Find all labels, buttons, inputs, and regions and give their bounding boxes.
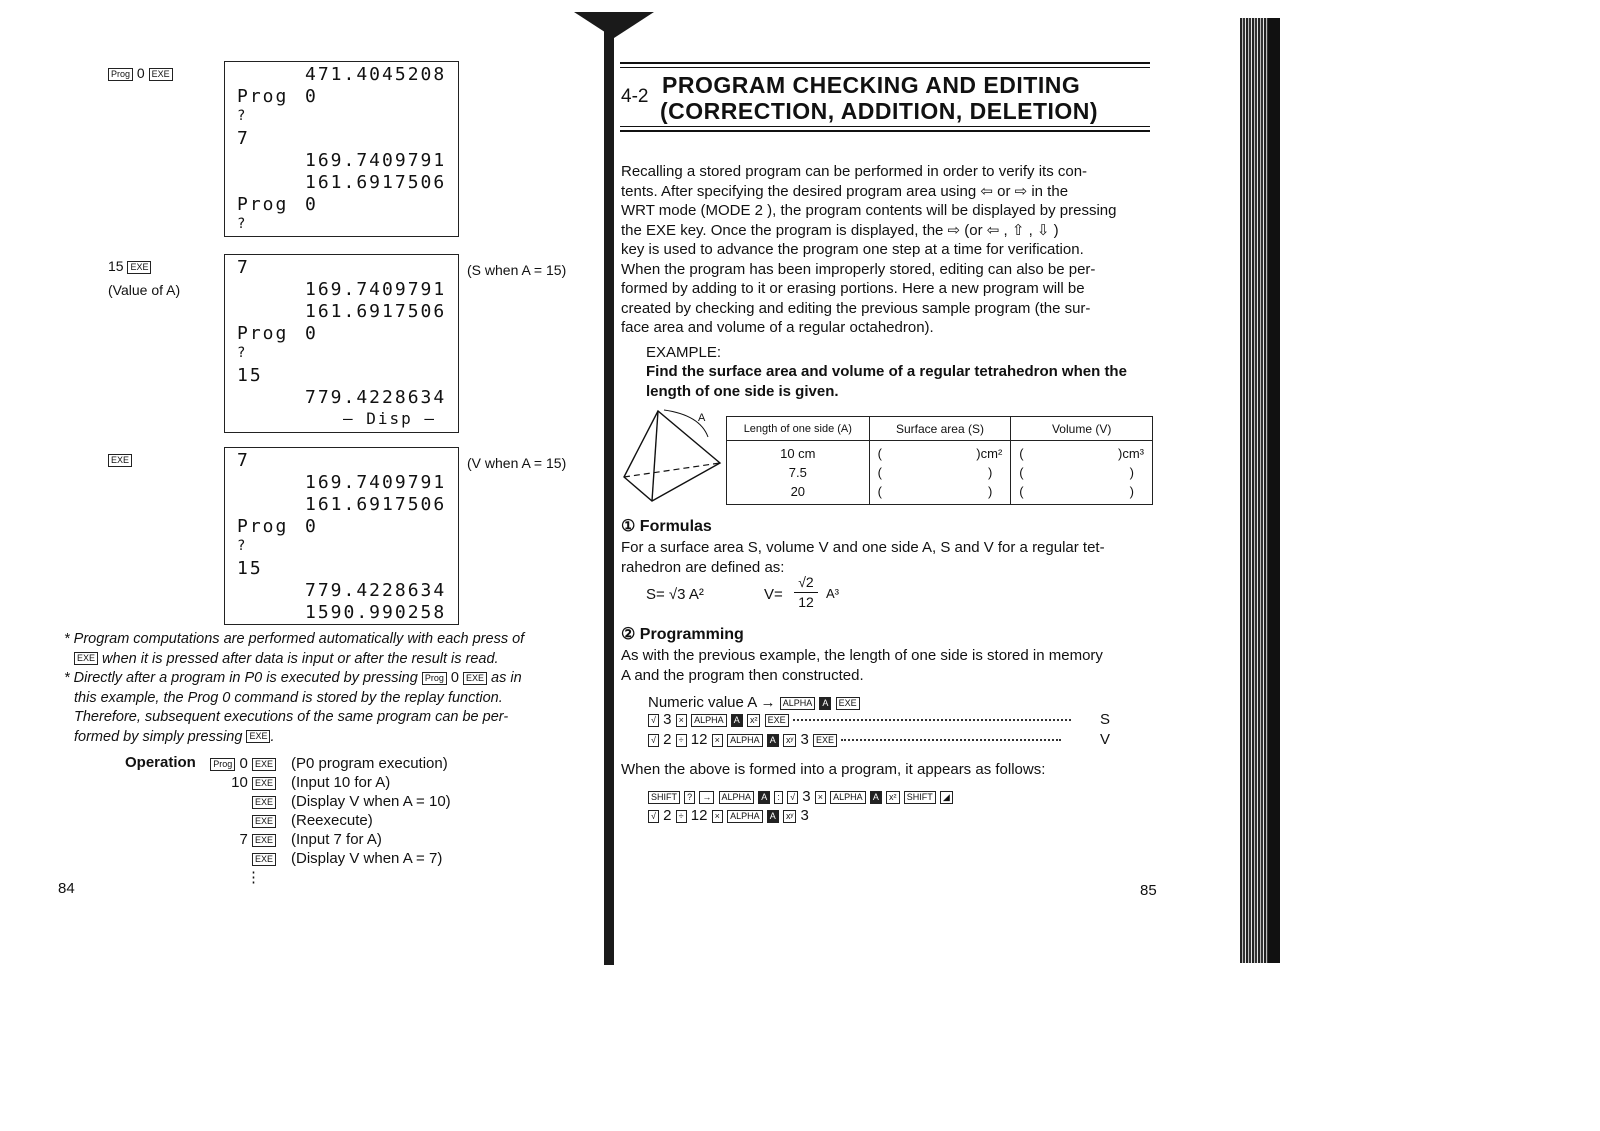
note-text: Therefore, subsequent executions of the same program can be per- — [74, 709, 509, 725]
formulas-line: rahedron are defined as: — [621, 558, 785, 576]
book-spine-top — [574, 12, 654, 38]
op-desc: (Input 7 for A) — [291, 831, 382, 848]
display-line: 779.4228634 — [305, 387, 447, 408]
power-key-icon: xʸ — [783, 810, 796, 823]
x-squared-key-icon: x² — [747, 714, 761, 727]
example-text — [646, 362, 1127, 402]
blank-open: ( — [1019, 446, 1024, 461]
step-3-side-note: (V when A = 15) — [467, 455, 567, 471]
calculator-display-3 — [224, 447, 459, 625]
prog-key-icon: Prog — [210, 758, 235, 771]
times-key-icon: × — [676, 714, 687, 727]
display-line: 161.6917506 — [305, 301, 447, 322]
keystroke-line-3: √ 2 ÷ 12 × ALPHA A xʸ 3 EXE V — [648, 731, 1110, 748]
example-line: Find the surface area and volume of a regular tetrahedron when the — [646, 363, 1127, 380]
intro-paragraph — [621, 162, 1154, 338]
a-key-icon: A — [767, 810, 779, 823]
step-1-keys — [108, 65, 173, 81]
blank-open: ( — [1019, 484, 1024, 499]
exe-key-icon: EXE — [246, 730, 270, 743]
display-line: 161.6917506 — [305, 494, 447, 515]
operation-row — [200, 811, 530, 830]
display-line: 0 — [305, 516, 318, 537]
sqrt-key-icon: √ — [648, 810, 659, 823]
alpha-key-icon: ALPHA — [719, 791, 755, 804]
exe-key-icon: EXE — [74, 652, 98, 665]
formulas-text — [621, 538, 1154, 577]
blank-close: ) — [1129, 484, 1134, 499]
section-title-line2: (CORRECTION, ADDITION, DELETION) — [660, 98, 1099, 124]
title-rule-bottom — [620, 126, 1150, 127]
fraction-bar — [794, 592, 818, 593]
intro-line: face area and volume of a regular octahedron). — [621, 319, 934, 336]
section-number: 4-2 — [621, 86, 649, 107]
times-key-icon: × — [712, 810, 723, 823]
exe-key-icon: EXE — [252, 796, 276, 809]
tetrahedron-outline — [624, 411, 720, 501]
exe-key-icon: EXE — [252, 758, 276, 771]
exe-key-icon: EXE — [252, 777, 276, 790]
sqrt-key-icon: √ — [648, 714, 659, 727]
op-prefix: 0 — [239, 755, 248, 772]
table-body-row — [727, 441, 1153, 505]
formulas-line: For a surface area S, volume V and one side A, S and V for a regular tet- — [621, 539, 1105, 556]
display-line: 161.6917506 — [305, 172, 447, 193]
side-value: 10 cm — [780, 446, 816, 461]
blank-close: ) — [1129, 465, 1134, 480]
alpha-key-icon: ALPHA — [830, 791, 866, 804]
shift-key-icon: SHIFT — [904, 791, 936, 804]
operation-row — [200, 849, 530, 868]
numeric-value-label: Numeric value A → — [648, 694, 776, 711]
section-title-line1: PROGRAM CHECKING AND EDITING — [662, 72, 1081, 98]
blank-open: ( — [1019, 465, 1024, 480]
formula-v-denominator: 12 — [798, 594, 814, 610]
blank-close: )cm³ — [1118, 446, 1144, 461]
programming-text — [621, 646, 1161, 685]
display-line: 7 — [237, 450, 250, 471]
continuation-dots: ⋮ — [246, 869, 261, 886]
intro-line: formed by adding to it or erasing portions. Here a new program will be — [621, 280, 1085, 297]
note-1: * Program computations are performed automatically with each press of — [64, 631, 525, 647]
display-line: — Disp — — [343, 409, 437, 428]
table-cell — [727, 441, 870, 505]
display-line: 779.4228634 — [305, 580, 447, 601]
intro-line: tents. After specifying the desired program area using ⇦ or ⇨ in the — [621, 182, 1069, 200]
exe-key-icon: EXE — [108, 454, 132, 467]
display-line: 169.7409791 — [305, 472, 447, 493]
formula-v-left: V= — [764, 586, 783, 603]
keystroke-line-1 — [648, 694, 860, 711]
table-cell — [1011, 441, 1153, 505]
op-prefix: 7 — [239, 831, 248, 848]
alpha-key-icon: ALPHA — [691, 714, 727, 727]
op-desc: (Input 10 for A) — [291, 774, 391, 791]
divide-key-icon: ÷ — [676, 734, 687, 747]
step-3-keys — [108, 451, 132, 467]
display-line: 7 — [237, 128, 250, 149]
operation-row — [200, 830, 530, 849]
table-header: Volume (V) — [1011, 417, 1153, 441]
intro-line: WRT mode (MODE 2 ), the program contents will be displayed by pressing — [621, 202, 1117, 219]
result-v-label: V — [1099, 731, 1110, 748]
display-line: 169.7409791 — [305, 150, 447, 171]
tetrahedron-figure — [620, 405, 726, 507]
note-text: Directly after a program in P0 is executed by pressing — [73, 670, 418, 686]
step-2-keys — [108, 258, 151, 274]
intro-line: created by checking and editing the previous sample program (the sur- — [621, 299, 1091, 317]
exe-key-icon: EXE — [127, 261, 151, 274]
step-2-side-note: (S when A = 15) — [467, 262, 567, 278]
exe-key-icon: EXE — [252, 815, 276, 828]
op-desc: (Reexecute) — [291, 812, 373, 829]
calculator-display-1 — [224, 61, 459, 237]
display-line: 15 — [237, 558, 263, 579]
tetrahedron-edge — [652, 411, 658, 501]
prog-key-icon: Prog — [108, 68, 133, 81]
a-key-icon: A — [767, 734, 779, 747]
display-line: 0 — [305, 86, 318, 107]
display-line: Prog — [237, 194, 289, 215]
display-line: ? — [237, 216, 248, 232]
intro-line: key is used to advance the program one step at a time for verification. — [621, 241, 1084, 258]
table-header: Length of one side (A) — [727, 417, 870, 441]
blank-open: ( — [877, 484, 882, 499]
exe-key-icon: EXE — [252, 834, 276, 847]
sqrt-key-icon: √ — [648, 734, 659, 747]
digit-text: 15 — [108, 258, 124, 274]
op-desc: (Display V when A = 10) — [291, 793, 451, 810]
step-2-note: (Value of A) — [108, 282, 181, 298]
title-rule-top-2 — [620, 67, 1150, 68]
side-label: A — [698, 412, 706, 424]
operation-row — [200, 773, 530, 792]
a-key-icon: A — [819, 697, 831, 710]
exe-key-icon: EXE — [252, 853, 276, 866]
note-text: this example, the Prog 0 command is stored by the replay function. — [74, 689, 503, 706]
example-line: length of one side is given. — [646, 383, 839, 400]
display-line: 0 — [305, 194, 318, 215]
display-line: Prog — [237, 86, 289, 107]
note-text: when it is pressed after data is input or after the result is read. — [102, 650, 499, 667]
divide-key-icon: ÷ — [676, 810, 687, 823]
exe-key-icon: EXE — [836, 697, 860, 710]
example-table — [726, 416, 1153, 505]
example-label: EXAMPLE: — [646, 344, 722, 361]
formulas-heading: ① Formulas — [621, 518, 712, 535]
programming-line: As with the previous example, the length of one side is stored in memory — [621, 647, 1103, 664]
exe-key-icon: EXE — [765, 714, 789, 727]
keystroke-line-2: √ 3 × ALPHA A x² EXE S — [648, 711, 1110, 728]
operation-label: Operation — [125, 754, 196, 771]
operation-list — [200, 754, 530, 887]
display-line: ? — [237, 345, 248, 361]
alpha-key-icon: ALPHA — [780, 697, 816, 710]
tetrahedron-hidden-edge — [624, 463, 720, 477]
x-squared-key-icon: x² — [886, 791, 900, 804]
sqrt-key-icon: √ — [787, 791, 798, 804]
alpha-key-icon: ALPHA — [727, 810, 763, 823]
a-key-icon: A — [870, 791, 882, 804]
programming-heading: ② Programming — [621, 626, 744, 643]
note-text: as in — [491, 670, 522, 686]
page-number-right: 85 — [1140, 882, 1157, 899]
program-line-2: √ 2 ÷ 12 × ALPHA A xʸ 3 — [648, 807, 809, 824]
side-value: 7.5 — [788, 465, 807, 480]
prog-key-icon: Prog — [422, 672, 447, 685]
op-prefix: 10 — [231, 774, 248, 791]
book-spine — [604, 30, 614, 965]
op-desc: (Display V when A = 7) — [291, 850, 443, 867]
exe-key-icon: EXE — [463, 672, 487, 685]
display-line: ? — [237, 108, 248, 124]
program-line-1: SHIFT ? → ALPHA A : √ 3 × ALPHA A x² SHIFT ◢ — [648, 788, 953, 805]
display-line: 1590.990258 — [305, 602, 447, 623]
times-key-icon: × — [712, 734, 723, 747]
intro-line: Recalling a stored program can be performed in order to verify its con- — [621, 163, 1088, 180]
formed-text: When the above is formed into a program, it appears as follows: — [621, 761, 1046, 778]
display-line: 7 — [237, 257, 250, 278]
leader-dots — [793, 719, 1071, 721]
title-rule-top — [620, 62, 1150, 64]
note-text: formed by simply pressing — [74, 728, 243, 745]
display-line: Prog — [237, 516, 289, 537]
op-desc: (P0 program execution) — [291, 755, 448, 772]
operation-row — [200, 754, 530, 773]
intro-line: the EXE key. Once the program is displayed, the ⇨ (or ⇦ , ⇧ , ⇩ ) — [621, 221, 1059, 239]
intro-line: When the program has been improperly stored, editing can also be per- — [621, 260, 1096, 278]
display-line: 471.4045208 — [305, 64, 447, 85]
times-key-icon: × — [815, 791, 826, 804]
digit-text: 0 — [136, 65, 145, 81]
formula-s: S= √3 A² — [646, 586, 704, 603]
arrow-key-icon: → — [699, 791, 714, 804]
note-2-last: formed by simply pressing EXE . — [74, 728, 275, 745]
note-text: Program computations are performed automatically with each press of — [73, 631, 525, 647]
blank-open: ( — [877, 465, 882, 480]
display-line: 169.7409791 — [305, 279, 447, 300]
exe-key-icon: EXE — [149, 68, 173, 81]
leader-dots — [841, 739, 1061, 741]
notes-block — [64, 630, 594, 747]
formula-v-right: A³ — [826, 586, 839, 601]
question-key-icon: ? — [684, 791, 695, 804]
table-cell — [869, 441, 1011, 505]
blank-close: ) — [987, 465, 993, 480]
title-rule-bottom-2 — [620, 130, 1150, 132]
note-2: * Directly after a program in P0 is executed by pressing Prog 0 EXE as in — [64, 670, 522, 686]
result-s-label: S — [1099, 711, 1110, 728]
formula-v-numerator: √2 — [798, 574, 814, 590]
display-line: 15 — [237, 365, 263, 386]
display-key-icon: ◢ — [940, 791, 953, 804]
table-header-row — [727, 417, 1153, 441]
display-line: 0 — [305, 323, 318, 344]
alpha-key-icon: ALPHA — [727, 734, 763, 747]
display-line: ? — [237, 538, 248, 554]
table-header: Surface area (S) — [869, 417, 1011, 441]
blank-close: )cm² — [976, 446, 1003, 461]
exe-key-icon: EXE — [813, 734, 837, 747]
a-key-icon: A — [731, 714, 743, 727]
blank-close: ) — [987, 484, 993, 499]
blank-open: ( — [877, 446, 882, 461]
programming-line: A and the program then constructed. — [621, 666, 864, 684]
book-cover-edge — [1268, 18, 1280, 963]
a-key-icon: A — [758, 791, 770, 804]
note-1-cont — [64, 650, 594, 670]
colon-key-icon: : — [774, 791, 783, 804]
operation-row — [200, 792, 530, 811]
calculator-display-2 — [224, 254, 459, 433]
page-number-left: 84 — [58, 880, 75, 897]
power-key-icon: xʸ — [783, 734, 796, 747]
shift-key-icon: SHIFT — [648, 791, 680, 804]
side-value: 20 — [790, 484, 806, 499]
display-line: Prog — [237, 323, 289, 344]
note-text: 0 — [450, 670, 459, 686]
